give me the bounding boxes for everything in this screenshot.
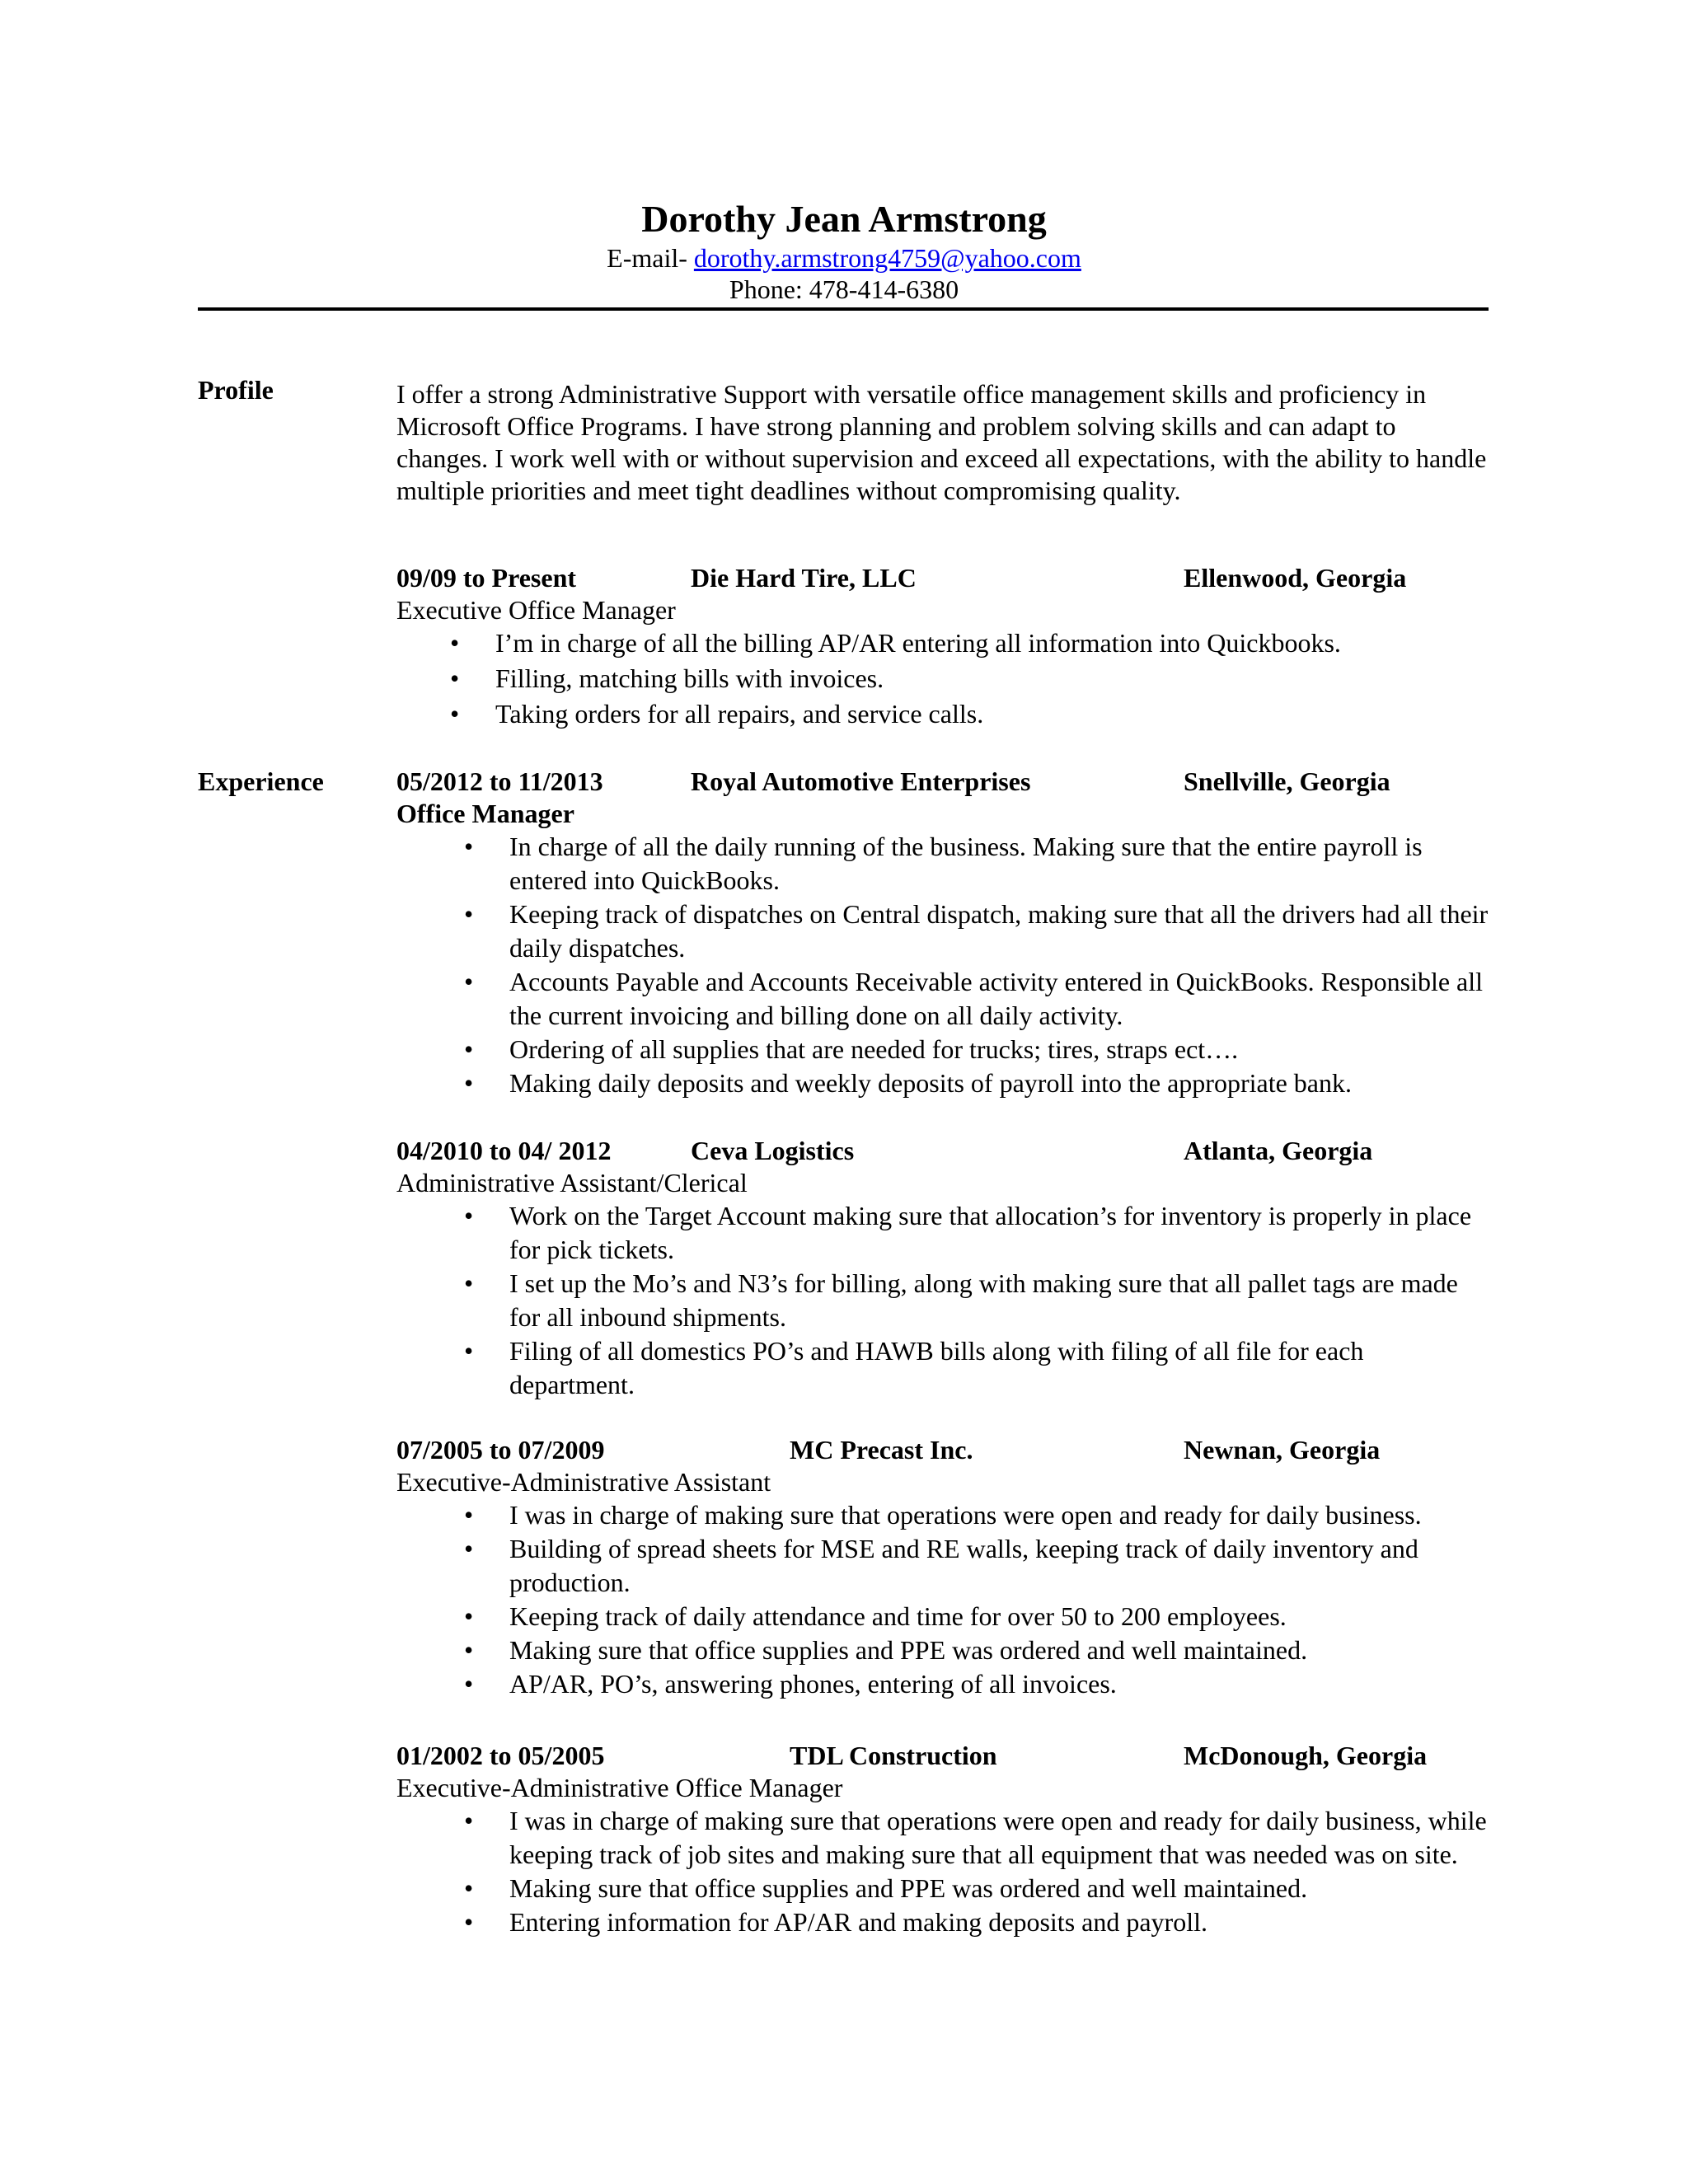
list-item <box>396 697 1493 731</box>
job-title: Executive Office Manager <box>396 595 676 625</box>
list-item <box>396 1532 1493 1600</box>
job-duties <box>396 1498 1493 1701</box>
job-dates: 05/2012 to 11/2013 <box>396 766 603 796</box>
list-item <box>396 1334 1493 1402</box>
job-title: Office Manager <box>396 799 574 828</box>
duty-text: Filling, matching bills with invoices. <box>495 663 884 693</box>
job-entry <box>396 1135 1493 1402</box>
job-header <box>396 1135 1493 1167</box>
duty-text: I’m in charge of all the billing AP/AR entering all information into Quickbooks. <box>495 628 1341 658</box>
list-item <box>396 965 1493 1033</box>
job-duties <box>396 626 1493 731</box>
job-header <box>396 1740 1493 1772</box>
job-company: TDL Construction <box>790 1741 997 1770</box>
bullet-icon: • <box>464 1534 474 1563</box>
duty-text: Making daily deposits and weekly deposits of payroll into the appropriate bank. <box>509 1068 1352 1098</box>
job-dates: 01/2002 to 05/2005 <box>396 1741 605 1770</box>
list-item <box>396 1872 1493 1905</box>
job-location: Ellenwood, Georgia <box>1184 563 1407 593</box>
bullet-icon: • <box>464 1068 474 1098</box>
list-item <box>396 1905 1493 1939</box>
duty-text: Making sure that office supplies and PPE was ordered and well maintained. <box>509 1873 1308 1903</box>
job-title: Administrative Assistant/Clerical <box>396 1168 748 1197</box>
job-company: MC Precast Inc. <box>790 1435 973 1465</box>
list-item <box>396 1199 1493 1267</box>
duty-text: Building of spread sheets for MSE and RE walls, keeping track of daily inventory and production. <box>509 1534 1418 1597</box>
list-item <box>396 830 1493 898</box>
duty-text: Entering information for AP/AR and making deposits and payroll. <box>509 1907 1207 1937</box>
bullet-icon: • <box>450 628 460 658</box>
list-item <box>396 1066 1493 1100</box>
job-entry <box>396 1740 1493 1939</box>
job-location: Atlanta, Georgia <box>1184 1136 1373 1165</box>
bullet-icon: • <box>450 699 460 729</box>
bullet-icon: • <box>464 1806 474 1835</box>
job-company: Ceva Logistics <box>691 1136 855 1165</box>
email-link[interactable]: dorothy.armstrong4759@yahoo.com <box>693 243 1081 273</box>
list-item <box>396 1498 1493 1532</box>
job-location: Snellville, Georgia <box>1184 766 1390 796</box>
job-duties <box>396 830 1493 1100</box>
bullet-icon: • <box>464 832 474 861</box>
experience-label: Experience <box>198 766 324 796</box>
bullet-icon: • <box>464 1907 474 1937</box>
bullet-icon: • <box>464 1034 474 1064</box>
email-label: E-mail- <box>607 243 694 273</box>
duty-text: Filing of all domestics PO’s and HAWB bills along with filing of all file for each department. <box>509 1336 1364 1399</box>
job-header <box>396 766 1493 798</box>
job-duties <box>396 1199 1493 1402</box>
bullet-icon: • <box>464 1635 474 1665</box>
job-dates: 07/2005 to 07/2009 <box>396 1435 605 1465</box>
duty-text: AP/AR, PO’s, answering phones, entering of all invoices. <box>509 1669 1117 1699</box>
duty-text: I was in charge of making sure that operations were open and ready for daily business. <box>509 1500 1422 1530</box>
bullet-icon: • <box>464 1873 474 1903</box>
bullet-icon: • <box>464 1336 474 1366</box>
candidate-name: Dorothy Jean Armstrong <box>641 198 1047 240</box>
list-item <box>396 1667 1493 1701</box>
job-title: Executive-Administrative Assistant <box>396 1467 771 1497</box>
duty-text: I was in charge of making sure that operations were open and ready for daily business, while keeping track of job sites and making sure that all equipment that was needed was on site. <box>509 1806 1487 1869</box>
email-line <box>0 242 1688 274</box>
duty-text: I set up the Mo’s and N3’s for billing, along with making sure that all pallet tags are made for all inbound shipments. <box>509 1268 1458 1332</box>
bullet-icon: • <box>464 967 474 996</box>
profile-text: I offer a strong Administrative Support with versatile office management skills and proficiency in Microsoft Office Programs. I have strong planning and problem solving skills and can adapt to changes. I work well with or without supervision and exceed all expectations, with the ability to handle multiple priorities and meet tight deadlines without compromising quality. <box>396 379 1487 505</box>
list-item <box>396 1033 1493 1066</box>
job-header <box>396 562 1493 594</box>
job-dates: 09/09 to Present <box>396 563 577 593</box>
duty-text: Accounts Payable and Accounts Receivable activity entered in QuickBooks. Responsible all the current invoicing and billing done on all daily activity. <box>509 967 1484 1030</box>
job-entry <box>396 766 1493 1100</box>
list-item <box>396 1804 1493 1872</box>
job-duties <box>396 1804 1493 1939</box>
list-item <box>396 626 1493 660</box>
bullet-icon: • <box>464 1669 474 1699</box>
list-item <box>396 662 1493 696</box>
bullet-icon: • <box>464 1500 474 1530</box>
job-title: Executive-Administrative Office Manager <box>396 1773 843 1802</box>
duty-text: In charge of all the daily running of the business. Making sure that the entire payroll is entered into QuickBooks. <box>509 832 1423 895</box>
bullet-icon: • <box>464 1201 474 1230</box>
bullet-icon: • <box>464 1601 474 1631</box>
duty-text: Keeping track of daily attendance and time for over 50 to 200 employees. <box>509 1601 1287 1631</box>
job-company: Die Hard Tire, LLC <box>691 563 917 593</box>
duty-text: Ordering of all supplies that are needed for trucks; tires, straps ect…. <box>509 1034 1239 1064</box>
job-header <box>396 1434 1493 1466</box>
duty-text: Making sure that office supplies and PPE was ordered and well maintained. <box>509 1635 1308 1665</box>
job-dates: 04/2010 to 04/ 2012 <box>396 1136 612 1165</box>
list-item <box>396 1267 1493 1334</box>
job-location: McDonough, Georgia <box>1184 1741 1428 1770</box>
header-divider <box>198 307 1489 311</box>
duty-text: Work on the Target Account making sure that allocation’s for inventory is properly in place for pick tickets. <box>509 1201 1472 1264</box>
profile-label: Profile <box>198 375 274 405</box>
bullet-icon: • <box>450 663 460 693</box>
resume-header <box>0 196 1688 305</box>
duty-text: Keeping track of dispatches on Central dispatch, making sure that all the drivers had all their daily dispatches. <box>509 899 1489 963</box>
job-entry <box>396 1434 1493 1701</box>
job-location: Newnan, Georgia <box>1184 1435 1381 1465</box>
list-item <box>396 1600 1493 1633</box>
bullet-icon: • <box>464 899 474 929</box>
job-company: Royal Automotive Enterprises <box>691 766 1031 796</box>
list-item <box>396 898 1493 965</box>
list-item <box>396 1633 1493 1667</box>
bullet-icon: • <box>464 1268 474 1298</box>
duty-text: Taking orders for all repairs, and service calls. <box>495 699 984 729</box>
job-entry <box>396 562 1493 731</box>
phone-line: Phone: 478-414-6380 <box>729 274 959 304</box>
